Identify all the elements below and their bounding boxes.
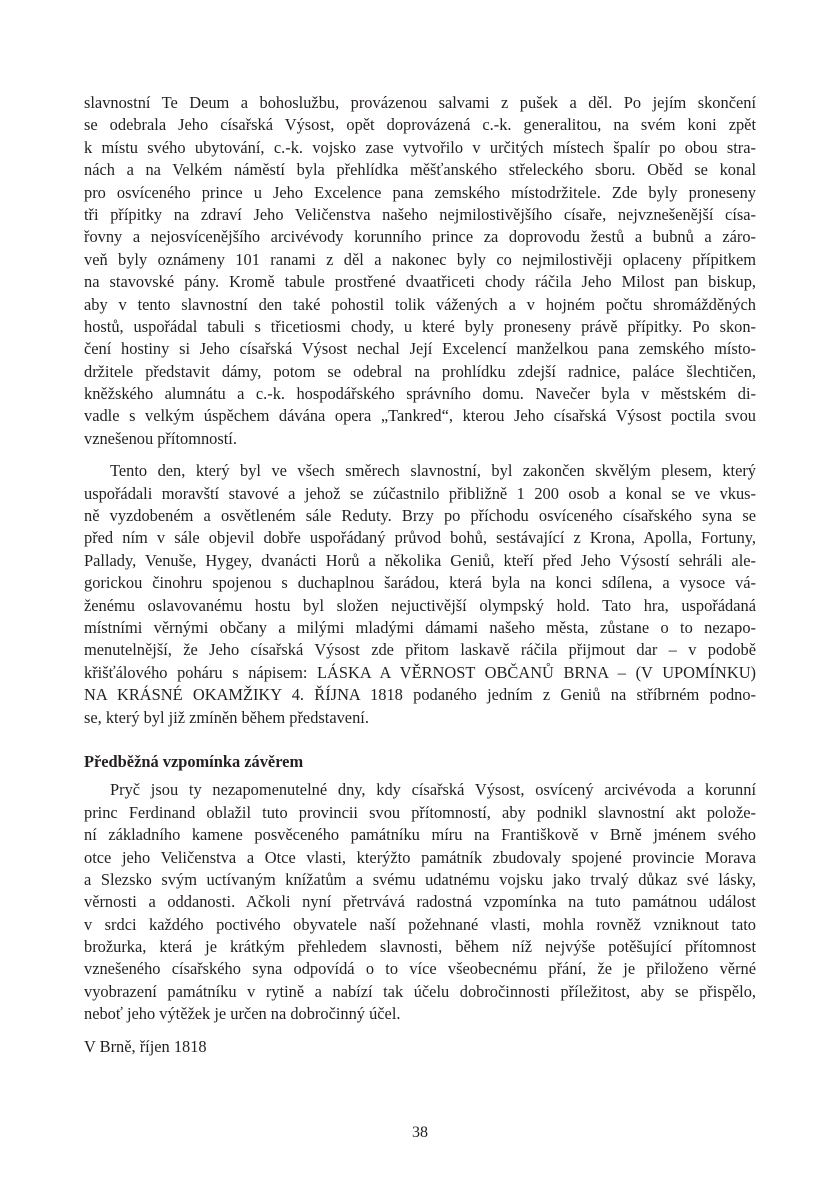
text-line: hostů, uspořádal tabuli s třicetiosmi chody, u které byly proneseny právě přípitky. Po skon- (84, 316, 756, 336)
section-spacer (84, 729, 756, 751)
section-heading: Předběžná vzpomínka závěrem (84, 751, 304, 771)
paragraph-spacer (84, 450, 756, 460)
text-line: NA KRÁSNÉ OKAMŽIKY 4. ŘÍJNA 1818 podaného jedním z Geniů na stříbrném podno- (84, 685, 756, 705)
text-line: brožurka, která je krátkým přehledem slavnosti, během níž nejvýše potěšující přítomnost (84, 937, 756, 957)
text-line: otce jeho Veličenstva a Otce vlasti, kterýžto památník zbudovaly spojené provincie Morava (84, 847, 756, 867)
text-line: věrnosti a oddanosti. Ačkoli nyní přetrvává radostná vzpomínka na tuto památnou událost (84, 892, 756, 912)
text-line: se odebrala Jeho císařská Výsost, opět doprovázená c.-k. generalitou, na svém koni zpět (84, 115, 756, 135)
text-line: slavnostní Te Deum a bohoslužbu, provázenou salvami z pušek a děl. Po jejím skončení (84, 93, 756, 112)
text-line: Pryč jsou ty nezapomenutelné dny, kdy císařská Výsost, osvícený arcivévoda a korunní (110, 780, 756, 800)
paragraph-2 (84, 460, 756, 729)
paragraph-3 (84, 779, 756, 1025)
text-line: vyobrazení památníku v rytině a nabízí tak účelu dobročinnosti příležitost, aby se přispělo, (84, 981, 756, 1001)
text-line: Tento den, který byl ve všech směrech slavnostní, byl zakončen skvělým plesem, který (110, 461, 756, 481)
text-line: křišťálového poháru s nápisem: LÁSKA A VĚRNOST OBČANŮ BRNA – (V UPOMÍNKU) (84, 662, 756, 682)
text-line: na stavovské pány. Kromě tabule prostřené dvaatřiceti chody ráčila Jeho Milost pan biskup, (84, 272, 756, 292)
text-line: v srdci každého poctivého obyvatele naší požehnané vlasti, mohla rovněž vzniknout tato (84, 914, 756, 934)
text-line: vznešeného císařského syna odpovídá o to více všeobecnému přání, že je přiloženo věrné (84, 959, 756, 979)
document-page (84, 92, 756, 1058)
text-line: neboť jeho výtěžek je určen na dobročinný účel. (84, 1004, 401, 1024)
text-line: místními věrnými občany a milými mladými dámami našeho města, zůstane o to nezapo- (84, 617, 756, 637)
text-line: uspořádali moravští stavové a jehož se zúčastnilo přibližně 1 200 osob a konal se ve vkus- (84, 483, 756, 503)
text-line: kněžského alumnátu a c.-k. hospodářského správního domu. Navečer byla v městském di- (84, 384, 756, 404)
text-line: menutelnější, že Jeho císařská Výsost zde přitom laskavě ráčila přijmout dar – v podobě (84, 640, 756, 660)
signature-date: V Brně, říjen 1818 (84, 1036, 207, 1056)
text-line: a Slezsko svým uctívaným knížatům a svému udatnému vojsku jako trvalý důkaz své lásky, (84, 869, 756, 889)
text-line: ženému oslavovanému hostu byl složen nejuctivější olympský hold. Tato hra, uspořádaná (84, 595, 756, 615)
text-line: k místu svého ubytování, c.-k. vojsko zase vytvořilo v určitých místech špalír po obou stra- (84, 137, 756, 157)
page-number: 38 (412, 1124, 428, 1141)
paragraph-1 (84, 92, 756, 450)
text-line: řovny a nejosvícenějšího arcivévody korunního prince za doprovodu žestů a bubnů a záro- (84, 227, 756, 247)
text-line: vznešenou přítomností. (84, 428, 237, 448)
text-line: aby v tento slavnostní den také pohostil tolik vážených a v hojném počtu shromážděných (84, 294, 756, 314)
text-line: vadle s velkým úspěchem dávána opera „Tankred“, kterou Jeho císařská Výsost poctila svou (84, 406, 756, 426)
text-line: držitele představit dámy, potom se odebral na prohlídku zdejší radnice, paláce šlechtičen, (84, 361, 756, 381)
text-line: ní základního kamene posvěceného památníku míru na Františkově v Brně jménem svého (84, 825, 756, 845)
text-line: nách a na Velkém náměstí byla přehlídka měšťanského střeleckého sboru. Oběd se konal (84, 160, 756, 180)
text-line: čení hostiny si Jeho císařská Výsost nechal Její Excelencí manželkou pana zemského místo- (84, 339, 756, 359)
text-line: před ním v sále objevil dobře uspořádaný průvod bohů, sestávající z Krona, Apolla, Fortuny, (84, 528, 756, 548)
text-line: tři přípitky na zdraví Jeho Veličenstva našeho nejmilostivějšího císaře, nejvznešenější císa- (84, 204, 756, 224)
text-line: gorickou činohru spojenou s duchaplnou šarádou, která byla na konci sdílena, a vysoce vá- (84, 573, 756, 593)
text-line: se, který byl již zmíněn během představení. (84, 707, 369, 727)
text-line: ně vyzdobeném a osvětleném sále Reduty. Brzy po příchodu osvíceného císařského syna se (84, 506, 756, 526)
text-line: pro osvíceného prince u Jeho Excelence pana zemského místodržitele. Zde byly proneseny (84, 182, 756, 202)
text-line: veň byly oznámeny 101 ranami z děl a nakonec byly co nejmilostivěji oplaceny přípitkem (84, 249, 756, 269)
text-line: princ Ferdinand oblažil tuto provincii svou přítomností, aby podnikl slavnostní akt polože- (84, 802, 756, 822)
paragraph-spacer (84, 1026, 756, 1036)
text-line: Pallady, Venuše, Hygey, dvanácti Horů a několika Geniů, kteří před Jeho Výsostí sehráli ale- (84, 550, 756, 570)
